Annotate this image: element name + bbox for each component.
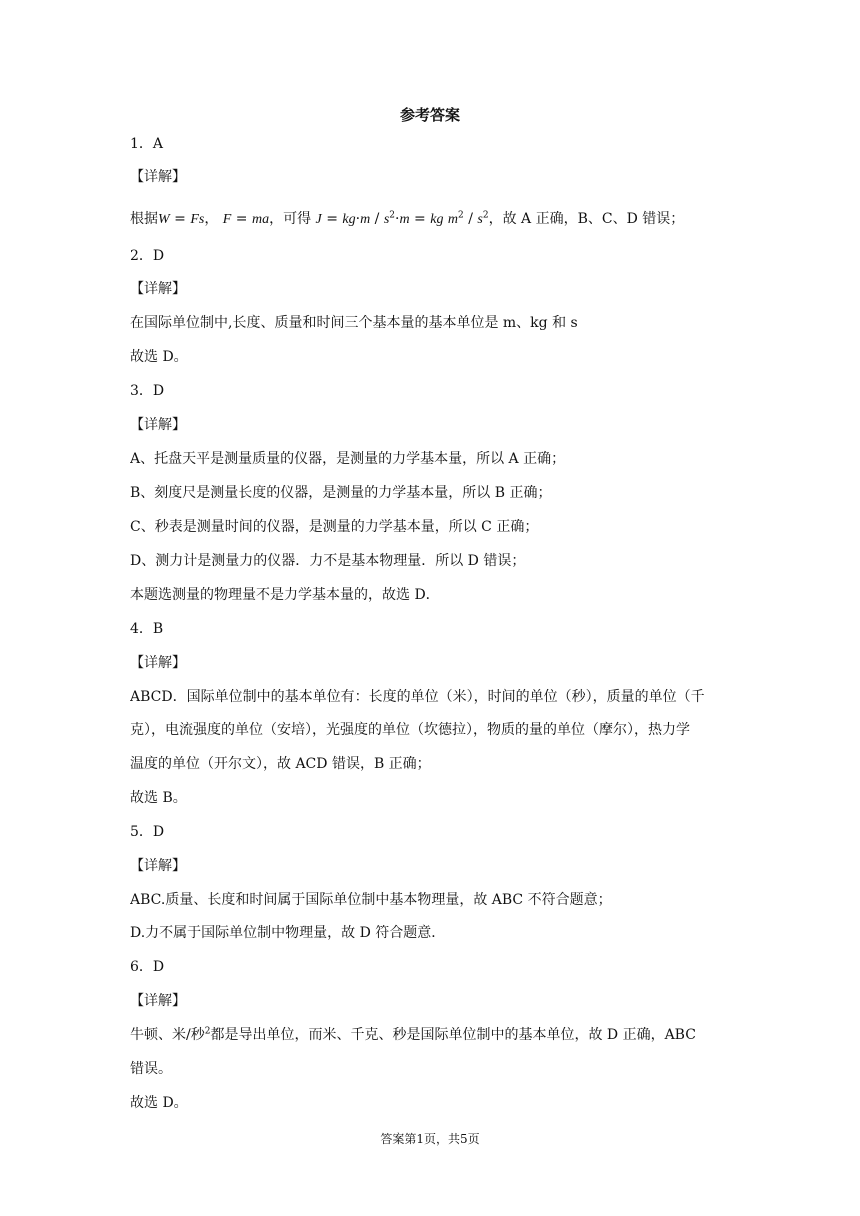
- q1-formula-suffix: ，故 A 正确，B、C、D 错误；: [488, 211, 685, 227]
- q6-line-3: 故选 D。: [130, 1095, 188, 1111]
- q4-line-1: ABCD．国际单位制中的基本单位有：长度的单位（米），时间的单位（秒），质量的单位（千: [130, 689, 705, 705]
- q6-line-2: 错误。: [130, 1061, 172, 1077]
- page-footer: 答案第1页，共5页: [380, 1132, 480, 1146]
- q6-line-1-prefix: 牛顿、米/秒: [130, 1027, 205, 1043]
- q6-line-1: [130, 1024, 735, 1046]
- q3-line-5: 本题选测量的物理量不是力学基本量的，故选 D．: [130, 587, 440, 603]
- q1-formula-prefix: 根据: [130, 211, 158, 227]
- q2-detail-label: 【详解】: [130, 281, 186, 297]
- q1-detail-label: 【详解】: [130, 169, 186, 185]
- q5-detail-label: 【详解】: [130, 858, 186, 874]
- q1-formula-line: [130, 208, 735, 231]
- q4-answer: 4．B: [130, 621, 164, 637]
- q4-line-4: 故选 B。: [130, 790, 187, 806]
- q4-line-3: 温度的单位（开尔文），故 ACD 错误，B 正确；: [130, 756, 431, 772]
- q4-line-2: 克），电流强度的单位（安培），光强度的单位（坎德拉），物质的量的单位（摩尔），热力学: [130, 722, 690, 738]
- q3-line-1: A、托盘天平是测量质量的仪器，是测量的力学基本量，所以 A 正确；: [130, 451, 566, 467]
- q5-line-2: D.力不属于国际单位制中物理量，故 D 符合题意．: [130, 925, 446, 941]
- q3-line-4: D、测力计是测量力的仪器．力不是基本物理量．所以 D 错误；: [130, 553, 526, 569]
- q6-line-1-superscript: 2: [204, 1026, 211, 1037]
- q2-line-1: 在国际单位制中,长度、质量和时间三个基本量的基本单位是 m、kg 和 s: [130, 315, 578, 331]
- q6-line-1-suffix: 都是导出单位，而米、千克、秒是国际单位制中的基本单位，故 D 正确，ABC: [210, 1027, 696, 1043]
- q3-line-2: B、刻度尺是测量长度的仪器，是测量的力学基本量，所以 B 正确；: [130, 485, 552, 501]
- q3-line-3: C、秒表是测量时间的仪器，是测量的力学基本量，所以 C 正确；: [130, 519, 539, 535]
- q1-formula-math: W = Fs， F = ma，可得 $J = kg\cdot m / s^2\cdot m$ = kg $m^2 / s^2$: [158, 210, 489, 227]
- page-title: 参考答案: [399, 106, 460, 124]
- q5-line-1: ABC.质量、长度和时间属于国际单位制中基本物理量，故 ABC 不符合题意；: [130, 892, 612, 908]
- q6-detail-label: 【详解】: [130, 993, 186, 1009]
- q5-answer: 5．D: [130, 824, 165, 840]
- q6-answer: 6．D: [130, 959, 165, 975]
- q3-answer: 3．D: [130, 383, 165, 399]
- q3-detail-label: 【详解】: [130, 417, 186, 433]
- q4-detail-label: 【详解】: [130, 655, 186, 671]
- q2-answer: 2．D: [130, 248, 165, 264]
- q1-answer: 1．A: [130, 136, 164, 152]
- q2-line-2: 故选 D。: [130, 349, 188, 365]
